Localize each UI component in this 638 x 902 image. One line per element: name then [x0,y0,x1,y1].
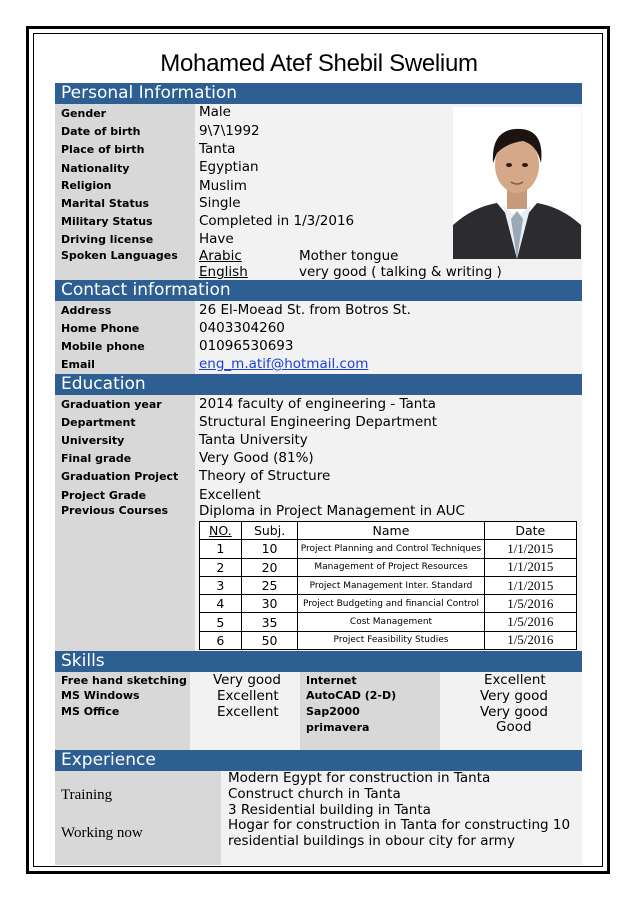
section-header-personal: Personal Information [55,83,582,104]
course-subj: 35 [241,613,298,631]
course-date: 1/1/2015 [484,576,576,594]
address-value: 26 El-Moead St. from Botros St. [199,302,411,318]
course-no: 1 [200,540,242,558]
cv-title: Mohamed Atef Shebil Swelium [160,50,478,77]
languages-label: Spoken Languages [61,249,178,262]
nationality-value: Egyptian [199,159,259,175]
col-header-date: Date [484,522,576,540]
working-now-label: Working now [61,825,143,841]
skill-level: Excellent [217,704,279,720]
course-subj: 10 [241,540,298,558]
driving-label: Driving license [61,233,154,246]
course-name: Project Feasibility Studies [298,631,484,649]
section-header-education: Education [55,374,582,395]
course-subj: 50 [241,631,298,649]
marital-value: Single [199,195,241,211]
grad-project-label: Graduation Project [61,470,179,483]
marital-label: Marital Status [61,197,150,210]
course-name: Cost Management [298,613,484,631]
skill-name: Free hand sketching [61,674,187,687]
language-arabic: Arabic [199,248,242,264]
skill-name: Sap2000 [306,705,360,718]
skill-name: AutoCAD (2-D) [306,689,397,702]
department-value: Structural Engineering Department [199,414,438,430]
experience-label-column [55,771,221,865]
table-row [200,631,577,649]
col-header-name: Name [298,522,484,540]
email-link[interactable]: eng_m.atif@hotmail.com [199,356,369,372]
section-header-skills: Skills [55,651,582,672]
skill-level: Very good [213,672,281,688]
table-row [200,540,577,558]
mobile-phone-value: 01096530693 [199,338,294,354]
email-label: Email [61,358,95,371]
experience-line: Construct church in Tanta [228,786,401,802]
course-subj: 30 [241,595,298,613]
religion-value: Muslim [199,178,247,194]
course-subj: 25 [241,576,298,594]
skill-name: primavera [306,721,370,734]
language-english: English [199,264,248,280]
experience-line: residential buildings in obour city for army [228,833,515,849]
grad-project-value: Theory of Structure [199,468,331,484]
table-row [200,613,577,631]
university-label: University [61,434,125,447]
section-header-contact: Contact information [55,280,582,301]
skill-level: Excellent [484,672,546,688]
mobile-phone-label: Mobile phone [61,340,145,353]
course-date: 1/1/2015 [484,540,576,558]
col-header-subj: Subj. [241,522,298,540]
course-date: 1/5/2016 [484,613,576,631]
course-name: Management of Project Resources [298,558,484,576]
department-label: Department [61,416,136,429]
driving-value: Have [199,231,234,247]
course-no: 4 [200,595,242,613]
course-date: 1/5/2016 [484,631,576,649]
col-header-no: NO. [200,522,242,540]
course-no: 3 [200,576,242,594]
home-phone-value: 0403304260 [199,320,285,336]
training-label: Training [61,787,113,803]
skill-name: MS Windows [61,689,140,702]
skill-name: Internet [306,674,357,687]
home-phone-label: Home Phone [61,322,140,335]
language-english-level: very good ( talking & writing ) [299,264,502,280]
course-date: 1/5/2016 [484,595,576,613]
grad-year-value: 2014 faculty of engineering - Tanta [199,396,436,412]
grad-year-label: Graduation year [61,398,162,411]
military-value: Completed in 1/3/2016 [199,213,355,229]
table-row [200,576,577,594]
experience-line: 3 Residential building in Tanta [228,802,431,818]
skill-level: Very good [480,688,548,704]
language-arabic-level: Mother tongue [299,248,399,264]
military-label: Military Status [61,215,153,228]
pob-label: Place of birth [61,143,145,156]
skill-level: Excellent [217,688,279,704]
table-row [200,595,577,613]
project-grade-value: Excellent [199,487,261,503]
university-value: Tanta University [199,432,308,448]
experience-line: Modern Egypt for construction in Tanta [228,770,491,786]
course-name: Project Planning and Control Techniques [298,540,484,558]
address-label: Address [61,304,112,317]
section-header-experience: Experience [55,750,582,771]
previous-courses-label: Previous Courses [61,504,169,517]
course-name: Project Budgeting and financial Control [298,595,484,613]
dob-label: Date of birth [61,125,141,138]
skill-level: Good [496,719,532,735]
gender-label: Gender [61,107,107,120]
skill-name: MS Office [61,705,120,718]
course-no: 6 [200,631,242,649]
pob-value: Tanta [199,141,236,157]
courses-header-row [200,522,577,540]
religion-label: Religion [61,179,112,192]
nationality-label: Nationality [61,162,130,175]
course-subj: 20 [241,558,298,576]
final-grade-label: Final grade [61,452,132,465]
previous-courses-value: Diploma in Project Management in AUC [199,503,465,519]
skill-level: Very good [480,704,548,720]
courses-table [199,521,577,650]
profile-photo [453,107,581,259]
course-no: 5 [200,613,242,631]
table-row [200,558,577,576]
experience-line: Hogar for construction in Tanta for constructing 10 [228,817,571,833]
project-grade-label: Project Grade [61,489,147,502]
gender-value: Male [199,104,231,120]
course-name: Project Management Inter. Standard [298,576,484,594]
course-date: 1/1/2015 [484,558,576,576]
dob-value: 9\7\1992 [199,123,260,139]
final-grade-value: Very Good (81%) [199,450,314,466]
course-no: 2 [200,558,242,576]
